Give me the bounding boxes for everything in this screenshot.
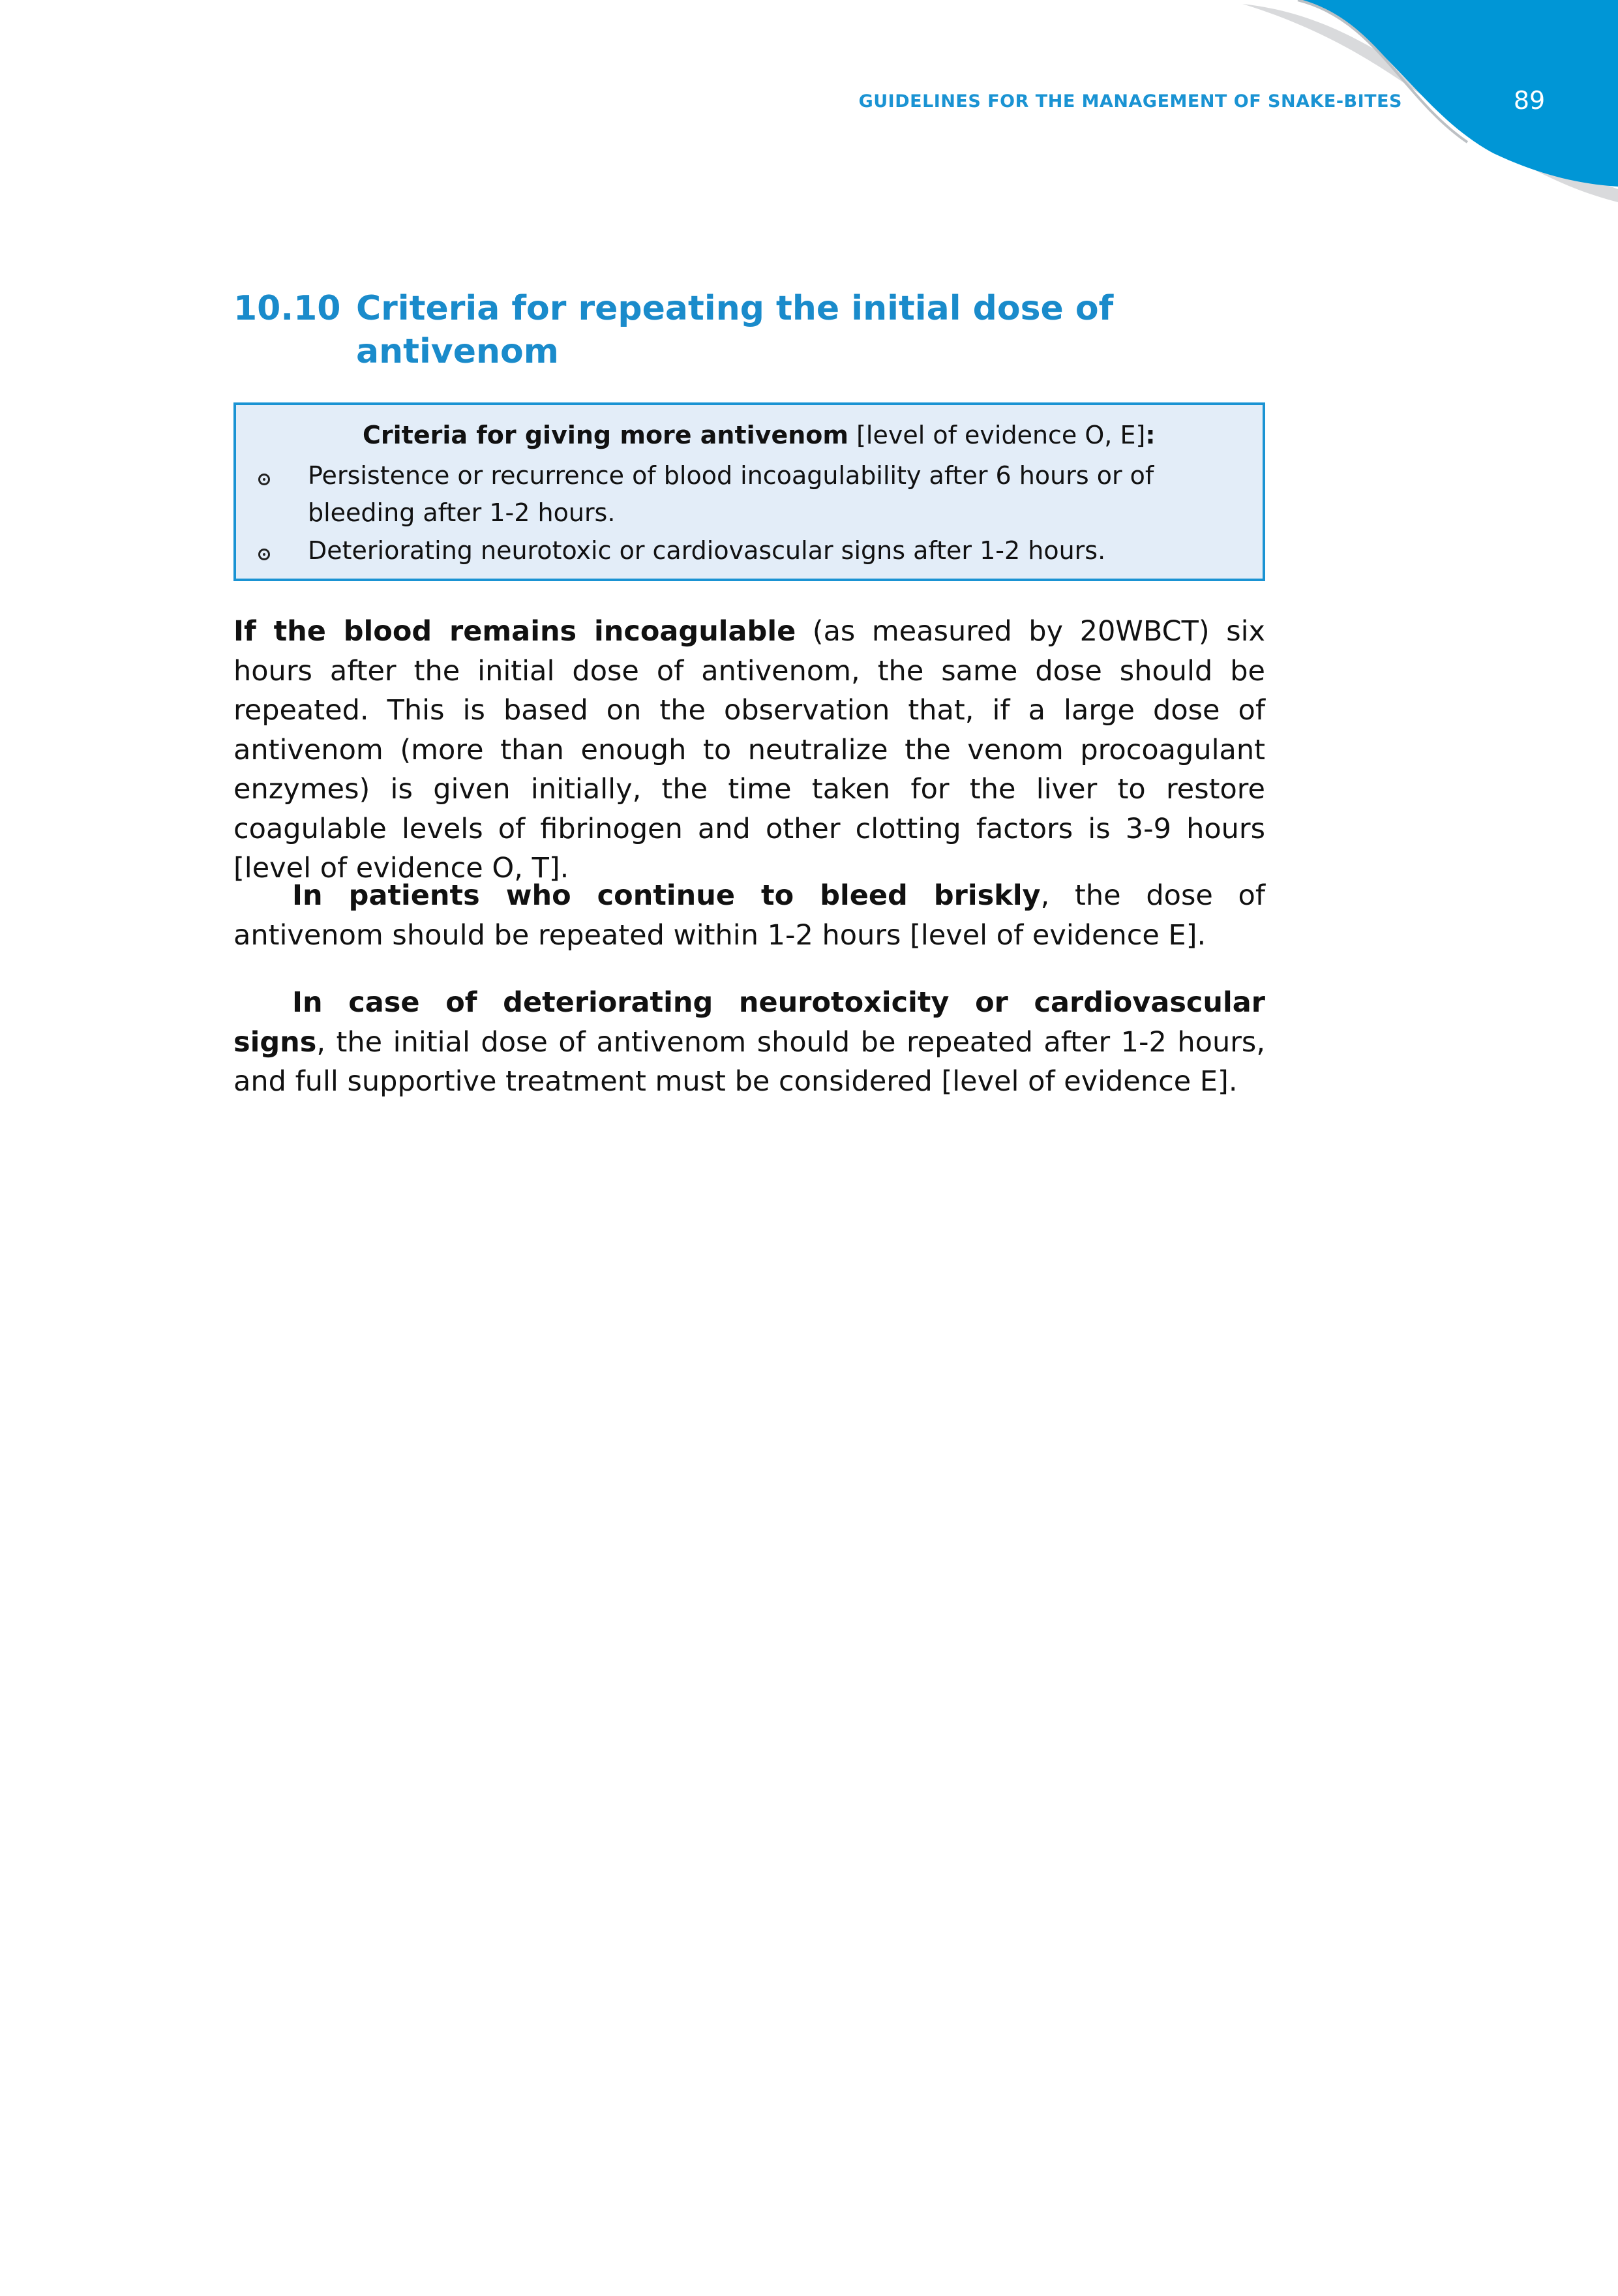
callout-title-evidence: [level of evidence O, E]: [848, 421, 1146, 449]
bullet-icon: [258, 474, 270, 485]
paragraph-lead: In case of deteriorating neurotoxicity or cardiovascular signs: [233, 986, 1265, 1059]
criteria-callout-box: [233, 402, 1265, 581]
page-number: 89: [1513, 86, 1546, 115]
body-paragraph: [233, 612, 1265, 888]
callout-item: Deteriorating neurotoxic or cardiovascular signs after 1-2 hours.: [308, 536, 1106, 565]
paragraph-text: (as measured by 20WBCT) six hours after the initial dose of antivenom, the same dose should be repeated. This is based on the observation that, if a large dose of antivenom (more than enough to neutralize the venom procoagulant enzymes) is given initially, the time taken for the liver to restore coagulable levels of fibrinogen and other clotting factors is 3-9 hours [level of evidence O, T].: [233, 615, 1265, 884]
callout-title-colon: :: [1145, 421, 1156, 449]
paragraph-lead: If the blood remains incoagulable: [233, 615, 796, 648]
paragraph-text: , the dose of antivenom should be repeated within 1-2 hours [level of evidence E].: [233, 879, 1266, 952]
section-number: 10.10: [233, 289, 341, 328]
paragraph-lead: In patients who continue to bleed briskly: [292, 879, 1041, 912]
callout-title-bold: Criteria for giving more antivenom: [363, 421, 848, 449]
running-head: GUIDELINES FOR THE MANAGEMENT OF SNAKE-BITES: [858, 91, 1402, 112]
callout-item: Persistence or recurrence of blood incoagulability after 6 hours or of bleeding after 1-2 hours.: [308, 461, 1154, 527]
bullet-icon: [258, 549, 270, 560]
body-paragraph: [233, 983, 1265, 1102]
body-paragraph: [233, 876, 1265, 955]
paragraph-text: , the initial dose of antivenom should be repeated after 1-2 hours, and full supportive treatment must be considered [level of evidence E].: [233, 1025, 1265, 1098]
callout-title: [363, 421, 1156, 449]
section-title: Criteria for repeating the initial dose of antivenom: [356, 289, 1114, 371]
